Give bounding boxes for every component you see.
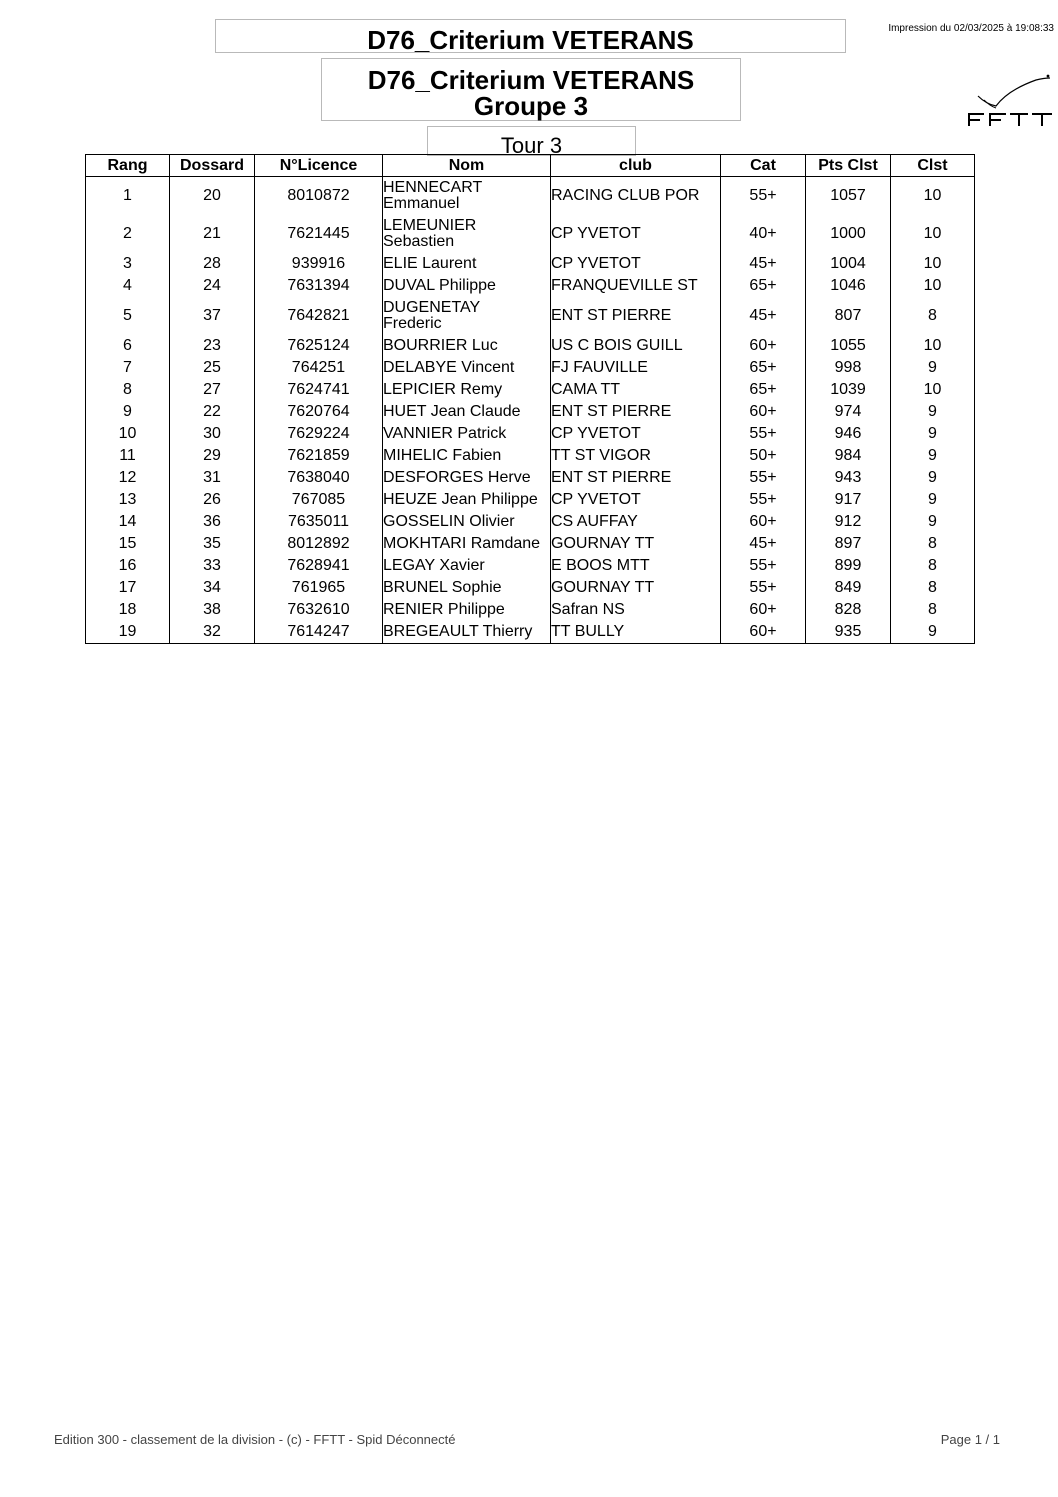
cell-clst: 9 bbox=[891, 489, 975, 511]
cell-licence: 7624741 bbox=[255, 379, 383, 401]
cell-cat: 60+ bbox=[721, 335, 806, 357]
column-header-nom: Nom bbox=[383, 155, 551, 177]
cell-nom bbox=[383, 555, 551, 577]
cell-rang: 5 bbox=[86, 297, 170, 335]
cell-licence: 7625124 bbox=[255, 335, 383, 357]
cell-clst: 8 bbox=[891, 577, 975, 599]
cell-clst: 10 bbox=[891, 177, 975, 216]
cell-clst: 10 bbox=[891, 275, 975, 297]
cell-rang: 17 bbox=[86, 577, 170, 599]
cell-dossard: 30 bbox=[170, 423, 255, 445]
player-name: HEUZE Jean Philippe bbox=[383, 491, 538, 508]
cell-pts-clst: 935 bbox=[806, 621, 891, 644]
column-header-cat: Cat bbox=[721, 155, 806, 177]
cell-cat: 55+ bbox=[721, 577, 806, 599]
table-row bbox=[86, 533, 975, 555]
group-title: D76_Criterium VETERANS bbox=[367, 65, 695, 95]
player-name: MIHELIC Fabien bbox=[383, 447, 502, 464]
cell-rang: 19 bbox=[86, 621, 170, 644]
cell-pts-clst: 1046 bbox=[806, 275, 891, 297]
table-row bbox=[86, 511, 975, 533]
cell-clst: 8 bbox=[891, 555, 975, 577]
cell-dossard: 33 bbox=[170, 555, 255, 577]
table-header-row bbox=[86, 155, 975, 177]
tour-label: Tour 3 bbox=[427, 126, 636, 156]
cell-cat: 60+ bbox=[721, 401, 806, 423]
cell-rang: 7 bbox=[86, 357, 170, 379]
cell-club: CP YVETOT bbox=[551, 253, 721, 275]
cell-pts-clst: 1055 bbox=[806, 335, 891, 357]
player-name: BOURRIER Luc bbox=[383, 337, 498, 354]
cell-club: GOURNAY TT bbox=[551, 577, 721, 599]
table-row bbox=[86, 555, 975, 577]
document-title: D76_Criterium VETERANS bbox=[215, 19, 846, 53]
player-name: RENIER Philippe bbox=[383, 601, 505, 618]
cell-club: CP YVETOT bbox=[551, 215, 721, 253]
table-body bbox=[86, 177, 975, 644]
cell-club: ENT ST PIERRE bbox=[551, 467, 721, 489]
cell-licence: 7635011 bbox=[255, 511, 383, 533]
table-row bbox=[86, 379, 975, 401]
cell-rang: 10 bbox=[86, 423, 170, 445]
table-row bbox=[86, 297, 975, 335]
cell-rang: 12 bbox=[86, 467, 170, 489]
cell-licence: 939916 bbox=[255, 253, 383, 275]
table-row bbox=[86, 489, 975, 511]
player-name: DUGENETAY bbox=[383, 299, 481, 316]
cell-dossard: 28 bbox=[170, 253, 255, 275]
cell-rang: 4 bbox=[86, 275, 170, 297]
player-name: HUET Jean Claude bbox=[383, 403, 521, 420]
cell-club: Safran NS bbox=[551, 599, 721, 621]
player-name: GOSSELIN Olivier bbox=[383, 513, 515, 530]
footer-edition: Edition 300 - classement de la division - (c) - FFTT - Spid Déconnecté bbox=[54, 1432, 456, 1447]
table-row bbox=[86, 577, 975, 599]
cell-clst: 9 bbox=[891, 401, 975, 423]
cell-pts-clst: 943 bbox=[806, 467, 891, 489]
cell-licence: 7629224 bbox=[255, 423, 383, 445]
cell-club: E BOOS MTT bbox=[551, 555, 721, 577]
cell-licence: 7632610 bbox=[255, 599, 383, 621]
cell-nom bbox=[383, 215, 551, 253]
table-row bbox=[86, 467, 975, 489]
cell-club: ENT ST PIERRE bbox=[551, 401, 721, 423]
column-header-licence: N°Licence bbox=[255, 155, 383, 177]
cell-licence: 7638040 bbox=[255, 467, 383, 489]
cell-pts-clst: 998 bbox=[806, 357, 891, 379]
cell-nom bbox=[383, 275, 551, 297]
cell-nom bbox=[383, 423, 551, 445]
cell-nom bbox=[383, 511, 551, 533]
cell-nom bbox=[383, 489, 551, 511]
cell-nom bbox=[383, 177, 551, 216]
player-firstname: Emmanuel bbox=[383, 195, 460, 212]
cell-nom bbox=[383, 357, 551, 379]
cell-nom bbox=[383, 599, 551, 621]
cell-rang: 18 bbox=[86, 599, 170, 621]
table-row bbox=[86, 401, 975, 423]
cell-nom bbox=[383, 253, 551, 275]
cell-cat: 65+ bbox=[721, 357, 806, 379]
cell-dossard: 26 bbox=[170, 489, 255, 511]
cell-clst: 8 bbox=[891, 297, 975, 335]
fftt-logo-icon bbox=[966, 70, 1056, 126]
cell-cat: 40+ bbox=[721, 215, 806, 253]
table-row bbox=[86, 335, 975, 357]
cell-rang: 11 bbox=[86, 445, 170, 467]
cell-pts-clst: 807 bbox=[806, 297, 891, 335]
cell-club: FJ FAUVILLE bbox=[551, 357, 721, 379]
cell-pts-clst: 897 bbox=[806, 533, 891, 555]
cell-dossard: 24 bbox=[170, 275, 255, 297]
cell-cat: 55+ bbox=[721, 555, 806, 577]
cell-cat: 65+ bbox=[721, 275, 806, 297]
cell-cat: 60+ bbox=[721, 621, 806, 644]
cell-clst: 9 bbox=[891, 467, 975, 489]
cell-cat: 50+ bbox=[721, 445, 806, 467]
cell-dossard: 36 bbox=[170, 511, 255, 533]
cell-nom bbox=[383, 467, 551, 489]
cell-clst: 10 bbox=[891, 335, 975, 357]
cell-club: TT BULLY bbox=[551, 621, 721, 644]
cell-nom bbox=[383, 335, 551, 357]
cell-licence: 7614247 bbox=[255, 621, 383, 644]
player-name: DUVAL Philippe bbox=[383, 277, 496, 294]
cell-cat: 45+ bbox=[721, 533, 806, 555]
cell-dossard: 20 bbox=[170, 177, 255, 216]
cell-licence: 761965 bbox=[255, 577, 383, 599]
cell-pts-clst: 946 bbox=[806, 423, 891, 445]
cell-rang: 15 bbox=[86, 533, 170, 555]
cell-cat: 55+ bbox=[721, 423, 806, 445]
cell-rang: 2 bbox=[86, 215, 170, 253]
cell-dossard: 34 bbox=[170, 577, 255, 599]
player-name: DELABYE Vincent bbox=[383, 359, 515, 376]
cell-cat: 45+ bbox=[721, 253, 806, 275]
column-header-club: club bbox=[551, 155, 721, 177]
cell-licence: 7642821 bbox=[255, 297, 383, 335]
player-name: HENNECART bbox=[383, 179, 483, 196]
cell-cat: 65+ bbox=[721, 379, 806, 401]
player-firstname: Sebastien bbox=[383, 233, 455, 250]
cell-club: RACING CLUB POR bbox=[551, 177, 721, 216]
table-row bbox=[86, 599, 975, 621]
cell-cat: 60+ bbox=[721, 511, 806, 533]
cell-club: GOURNAY TT bbox=[551, 533, 721, 555]
cell-rang: 6 bbox=[86, 335, 170, 357]
player-name: LEGAY Xavier bbox=[383, 557, 485, 574]
cell-rang: 14 bbox=[86, 511, 170, 533]
cell-dossard: 23 bbox=[170, 335, 255, 357]
cell-pts-clst: 1000 bbox=[806, 215, 891, 253]
cell-cat: 55+ bbox=[721, 489, 806, 511]
cell-licence: 7628941 bbox=[255, 555, 383, 577]
cell-pts-clst: 1004 bbox=[806, 253, 891, 275]
player-name: LEMEUNIER bbox=[383, 217, 477, 234]
cell-dossard: 22 bbox=[170, 401, 255, 423]
cell-rang: 3 bbox=[86, 253, 170, 275]
player-name: BRUNEL Sophie bbox=[383, 579, 502, 596]
table-row bbox=[86, 215, 975, 253]
cell-dossard: 31 bbox=[170, 467, 255, 489]
cell-clst: 9 bbox=[891, 423, 975, 445]
player-name: LEPICIER Remy bbox=[383, 381, 503, 398]
column-header-rang: Rang bbox=[86, 155, 170, 177]
cell-pts-clst: 849 bbox=[806, 577, 891, 599]
cell-club: CAMA TT bbox=[551, 379, 721, 401]
cell-dossard: 29 bbox=[170, 445, 255, 467]
cell-nom bbox=[383, 379, 551, 401]
cell-rang: 1 bbox=[86, 177, 170, 216]
cell-clst: 10 bbox=[891, 253, 975, 275]
cell-dossard: 37 bbox=[170, 297, 255, 335]
cell-clst: 9 bbox=[891, 621, 975, 644]
cell-nom bbox=[383, 297, 551, 335]
cell-club: CP YVETOT bbox=[551, 423, 721, 445]
cell-clst: 8 bbox=[891, 533, 975, 555]
cell-clst: 9 bbox=[891, 445, 975, 467]
table-row bbox=[86, 177, 975, 216]
player-name: VANNIER Patrick bbox=[383, 425, 507, 442]
results-table bbox=[85, 154, 975, 644]
cell-club: US C BOIS GUILL bbox=[551, 335, 721, 357]
player-name: BREGEAULT Thierry bbox=[383, 623, 533, 640]
table-row bbox=[86, 621, 975, 644]
cell-dossard: 25 bbox=[170, 357, 255, 379]
cell-licence: 7621859 bbox=[255, 445, 383, 467]
cell-pts-clst: 1039 bbox=[806, 379, 891, 401]
cell-nom bbox=[383, 445, 551, 467]
cell-clst: 9 bbox=[891, 511, 975, 533]
cell-pts-clst: 917 bbox=[806, 489, 891, 511]
cell-nom bbox=[383, 577, 551, 599]
cell-clst: 8 bbox=[891, 599, 975, 621]
cell-nom bbox=[383, 401, 551, 423]
group-label: Groupe 3 bbox=[473, 91, 589, 121]
cell-rang: 16 bbox=[86, 555, 170, 577]
player-firstname: Frederic bbox=[383, 315, 442, 332]
footer-page-number: Page 1 / 1 bbox=[940, 1432, 1000, 1447]
print-date: Impression du 02/03/2025 à 19:08:33 bbox=[888, 23, 1054, 34]
table-row bbox=[86, 253, 975, 275]
cell-licence: 7621445 bbox=[255, 215, 383, 253]
cell-clst: 10 bbox=[891, 379, 975, 401]
cell-licence: 8012892 bbox=[255, 533, 383, 555]
cell-pts-clst: 899 bbox=[806, 555, 891, 577]
cell-licence: 767085 bbox=[255, 489, 383, 511]
cell-clst: 10 bbox=[891, 215, 975, 253]
cell-rang: 8 bbox=[86, 379, 170, 401]
table-row bbox=[86, 423, 975, 445]
player-name: ELIE Laurent bbox=[383, 255, 477, 272]
cell-dossard: 32 bbox=[170, 621, 255, 644]
cell-dossard: 21 bbox=[170, 215, 255, 253]
cell-club: TT ST VIGOR bbox=[551, 445, 721, 467]
cell-club: FRANQUEVILLE ST bbox=[551, 275, 721, 297]
cell-dossard: 35 bbox=[170, 533, 255, 555]
column-header-pts-clst: Pts Clst bbox=[806, 155, 891, 177]
cell-pts-clst: 984 bbox=[806, 445, 891, 467]
cell-pts-clst: 974 bbox=[806, 401, 891, 423]
cell-cat: 55+ bbox=[721, 177, 806, 216]
cell-pts-clst: 828 bbox=[806, 599, 891, 621]
cell-pts-clst: 912 bbox=[806, 511, 891, 533]
cell-club: CS AUFFAY bbox=[551, 511, 721, 533]
player-name: DESFORGES Herve bbox=[383, 469, 531, 486]
cell-pts-clst: 1057 bbox=[806, 177, 891, 216]
cell-rang: 9 bbox=[86, 401, 170, 423]
cell-licence: 8010872 bbox=[255, 177, 383, 216]
player-name: MOKHTARI Ramdane bbox=[383, 535, 541, 552]
cell-rang: 13 bbox=[86, 489, 170, 511]
cell-cat: 45+ bbox=[721, 297, 806, 335]
table-row bbox=[86, 357, 975, 379]
column-header-clst: Clst bbox=[891, 155, 975, 177]
cell-clst: 9 bbox=[891, 357, 975, 379]
cell-cat: 60+ bbox=[721, 599, 806, 621]
cell-nom bbox=[383, 533, 551, 555]
group-header bbox=[321, 58, 741, 121]
cell-club: CP YVETOT bbox=[551, 489, 721, 511]
cell-licence: 7620764 bbox=[255, 401, 383, 423]
table-row bbox=[86, 445, 975, 467]
cell-nom bbox=[383, 621, 551, 644]
cell-licence: 764251 bbox=[255, 357, 383, 379]
cell-licence: 7631394 bbox=[255, 275, 383, 297]
cell-dossard: 27 bbox=[170, 379, 255, 401]
cell-cat: 55+ bbox=[721, 467, 806, 489]
cell-club: ENT ST PIERRE bbox=[551, 297, 721, 335]
table-row bbox=[86, 275, 975, 297]
column-header-dossard: Dossard bbox=[170, 155, 255, 177]
cell-dossard: 38 bbox=[170, 599, 255, 621]
